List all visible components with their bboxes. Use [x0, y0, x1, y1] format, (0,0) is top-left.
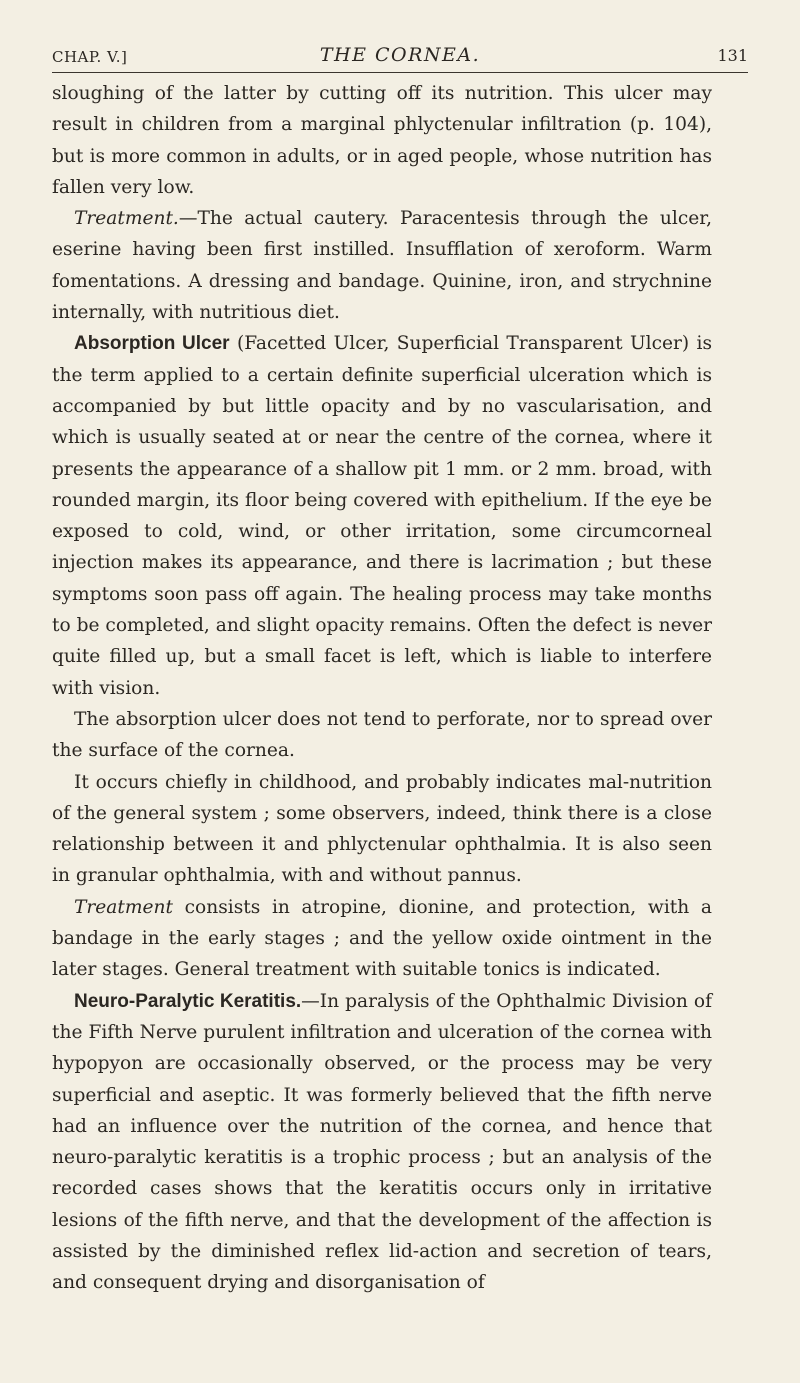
- paragraph-perforation: The absorption ulcer does not tend to perforate, nor to spread over the surface of the cornea.: [52, 708, 712, 762]
- treatment-text: —The actual cautery. Paracentesis through the ulcer, eserine having been first instilled. Insufflation of xeroform. Warm fomentations. A dressing and bandage. Quinine, iron, and strychnine internally, with nutritious diet.: [52, 208, 712, 324]
- paragraph-treatment-2: [52, 892, 712, 986]
- running-header: [52, 44, 748, 68]
- neuro-paralytic-heading: Neuro-Paralytic Keratitis.: [74, 990, 302, 1012]
- page-number: 131: [717, 46, 748, 65]
- paragraph-absorption-ulcer: [52, 328, 712, 704]
- paragraph-neuro-paralytic: [52, 986, 712, 1299]
- paragraph-treatment: [52, 203, 712, 328]
- page-title: THE CORNEA.: [319, 44, 481, 66]
- chapter-label: CHAP. V.]: [52, 48, 128, 66]
- page-body: [52, 78, 712, 1299]
- paragraph-occurrence: It occurs chiefly in childhood, and probably indicates mal-nutrition of the general system ; some observers, indeed, think there is a close relationship between it and phlyctenular ophthalmia. It is also seen in granular ophthalmia, with and without pannus.: [52, 771, 712, 887]
- absorption-ulcer-heading: Absorption Ulcer: [74, 333, 230, 355]
- treatment-label-2: Treatment: [74, 896, 173, 918]
- paragraph-continuation: sloughing of the latter by cutting off its nutrition. This ulcer may result in children from a marginal phlyctenular infiltration (p. 104), but is more common in adults, or in aged people, whose nutrition has fallen very low.: [52, 83, 712, 198]
- treatment-label: Treatment.: [74, 208, 179, 230]
- treatment-text-2: consists in atropine, dionine, and protection, with a bandage in the early stages ; and the yellow oxide ointment in the later stages. General treatment with suitable tonics is indicated.: [52, 896, 712, 981]
- neuro-paralytic-text: —In paralysis of the Ophthalmic Division of the Fifth Nerve purulent infiltration and ulceration of the cornea with hypopyon are occasionally observed, or the process may be very superficial and aseptic. It was formerly believed that the fifth nerve had an influence over the nutrition of the cornea, and hence that neuro-paralytic keratitis is a trophic process ; but an analysis of the recorded cases shows that the keratitis occurs only in irritative lesions of the fifth nerve, and that the development of the affection is assisted by the diminished reflex lid-action and secretion of tears, and consequent drying and disorganisation of: [52, 990, 712, 1294]
- absorption-ulcer-text: (Facetted Ulcer, Superficial Transparent Ulcer) is the term applied to a certain definite superficial ulceration which is accompanied by but little opacity and by no vascularisation, and which is usually seated at or near the centre of the cornea, where it presents the appearance of a shallow pit 1 mm. or 2 mm. broad, with rounded margin, its floor being covered with epithelium. If the eye be exposed to cold, wind, or other irritation, some circumcorneal injection makes its appearance, and there is lacrimation ; but these symptoms soon pass off again. The healing process may take months to be completed, and slight opacity remains. Often the defect is never quite filled up, but a small facet is left, which is liable to interfere with vision.: [52, 333, 713, 699]
- header-rule: [52, 72, 748, 73]
